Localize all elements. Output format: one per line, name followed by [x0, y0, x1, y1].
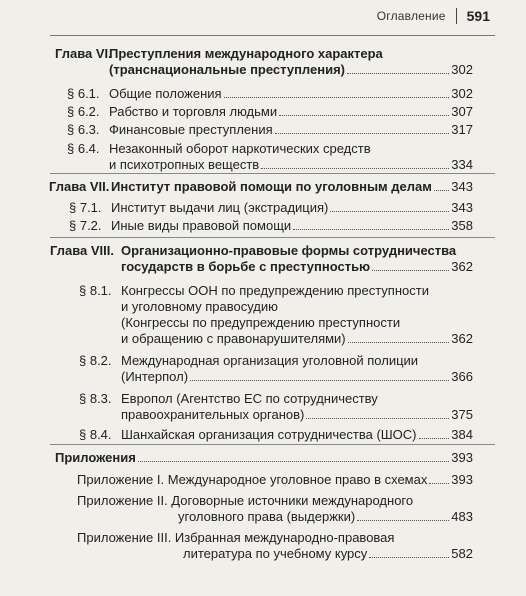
appendix-3-title-line1: Приложение III. Избранная международно-правовая [77, 530, 395, 545]
dot-leader [261, 168, 449, 169]
dot-leader [357, 520, 449, 521]
chapter-7-entry[interactable] [111, 179, 473, 195]
chapter-8-page: 362 [451, 259, 473, 274]
section-8-3-title-line2: правоохранительных органов) [121, 407, 305, 422]
section-8-4-label: § 8.4. [79, 427, 112, 442]
section-6-3-title: Финансовые преступления [109, 122, 273, 137]
section-8-3-entry[interactable] [121, 407, 473, 423]
chapter-8-title-line1: Организационно-правовые формы сотрудничества [121, 243, 457, 258]
section-7-1-label: § 7.1. [69, 200, 102, 215]
chapter-8-entry[interactable] [121, 259, 473, 275]
dot-leader [293, 229, 449, 230]
section-6-1-title: Общие положения [109, 86, 222, 101]
section-6-1-entry[interactable] [109, 86, 473, 102]
appendix-3-title-line2: литература по учебному курсу [183, 546, 368, 561]
section-8-2-title-line2: (Интерпол) [121, 369, 189, 384]
section-8-3-label: § 8.3. [79, 391, 112, 406]
appendices-entry[interactable] [55, 450, 473, 466]
dot-leader [224, 97, 450, 98]
dot-leader [434, 190, 449, 191]
dot-leader [330, 211, 449, 212]
section-6-3-entry[interactable] [109, 122, 473, 138]
chapter-7-label: Глава VII. [49, 179, 110, 194]
running-head-separator [456, 8, 457, 24]
section-7-2-label: § 7.2. [69, 218, 102, 233]
appendix-1-page: 393 [451, 472, 473, 487]
chapter-7-title: Институт правовой помощи по уголовным делам [111, 179, 432, 194]
chapter-7-page: 343 [451, 179, 473, 194]
dot-leader [347, 73, 449, 74]
appendix-2-title-line2: уголовного права (выдержки) [178, 509, 356, 524]
section-6-2-label: § 6.2. [67, 104, 100, 119]
chapter-6-page: 302 [451, 62, 473, 77]
appendix-1-title: Приложение I. Международное уголовное право в схемах [77, 472, 428, 487]
chapter-6-entry[interactable] [109, 62, 473, 78]
dot-leader [275, 133, 450, 134]
appendix-3-entry[interactable] [183, 546, 473, 562]
running-head-title: Оглавление [376, 9, 446, 23]
section-8-2-title-line1: Международная организация уголовной полиции [121, 353, 419, 368]
section-8-3-title-line1: Европол (Агентство ЕС по сотрудничеству [121, 391, 378, 406]
dot-leader [279, 115, 449, 116]
dot-leader [348, 342, 450, 343]
chapter-6-title-line2: (транснациональные преступления) [109, 62, 346, 77]
dot-leader [429, 483, 449, 484]
section-8-1-title-line4: и обращению с правонарушителями) [121, 331, 346, 346]
section-8-4-entry[interactable] [121, 427, 473, 443]
section-8-2-page: 366 [451, 369, 473, 384]
chapter-6-title-line1: Преступления международного характера [109, 46, 383, 61]
section-6-4-label: § 6.4. [67, 141, 100, 156]
appendix-3-page: 582 [451, 546, 473, 561]
section-6-1-page: 302 [451, 86, 473, 101]
header-rule [50, 35, 495, 36]
section-8-1-title-line2: и уголовному правосудию [121, 299, 278, 314]
appendices-page: 393 [451, 450, 473, 465]
section-8-1-label: § 8.1. [79, 283, 112, 298]
section-8-2-label: § 8.2. [79, 353, 112, 368]
chapter-8-label: Глава VIII. [50, 243, 114, 258]
section-8-1-entry[interactable] [121, 331, 473, 347]
section-6-1-label: § 6.1. [67, 86, 100, 101]
section-6-4-title-line2: и психотропных веществ [109, 157, 260, 172]
section-6-4-entry[interactable] [109, 157, 473, 173]
section-8-4-page: 384 [451, 427, 473, 442]
chapter-8-title-line2: государств в борьбе с преступностью [121, 259, 371, 274]
section-6-2-title: Рабство и торговля людьми [109, 104, 278, 119]
section-7-2-title: Иные виды правовой помощи [111, 218, 292, 233]
appendix-2-title-line1: Приложение II. Договорные источники международного [77, 493, 414, 508]
section-8-1-title-line1: Конгрессы ООН по предупреждению преступности [121, 283, 429, 298]
section-7-2-page: 358 [451, 218, 473, 233]
section-6-3-page: 317 [451, 122, 473, 137]
chapter-divider [50, 444, 495, 445]
section-6-4-page: 334 [451, 157, 473, 172]
dot-leader [372, 270, 449, 271]
section-7-1-title: Институт выдачи лиц (экстрадиция) [111, 200, 329, 215]
chapter-6-label: Глава VI. [55, 46, 112, 61]
appendix-1-entry[interactable] [77, 472, 473, 488]
appendices-title: Приложения [55, 450, 136, 465]
appendix-2-page: 483 [451, 509, 473, 524]
dot-leader [138, 461, 449, 462]
dot-leader [419, 438, 450, 439]
section-8-4-title: Шанхайская организация сотрудничества (ШОС) [121, 427, 417, 442]
dot-leader [369, 557, 449, 558]
page-number: 591 [466, 8, 490, 24]
section-8-1-page: 362 [451, 331, 473, 346]
section-8-1-title-line3: (Конгрессы по предупреждению преступности [121, 315, 401, 330]
section-7-1-page: 343 [451, 200, 473, 215]
section-6-2-page: 307 [451, 104, 473, 119]
chapter-divider [50, 237, 495, 238]
section-8-3-page: 375 [451, 407, 473, 422]
appendix-2-entry[interactable] [178, 509, 473, 525]
running-head [377, 8, 490, 24]
dot-leader [190, 380, 449, 381]
section-7-1-entry[interactable] [111, 200, 473, 216]
section-6-2-entry[interactable] [109, 104, 473, 120]
section-8-2-entry[interactable] [121, 369, 473, 385]
section-6-4-title-line1: Незаконный оборот наркотических средств [109, 141, 371, 156]
section-6-3-label: § 6.3. [67, 122, 100, 137]
dot-leader [306, 418, 449, 419]
section-7-2-entry[interactable] [111, 218, 473, 234]
chapter-divider [50, 173, 495, 174]
